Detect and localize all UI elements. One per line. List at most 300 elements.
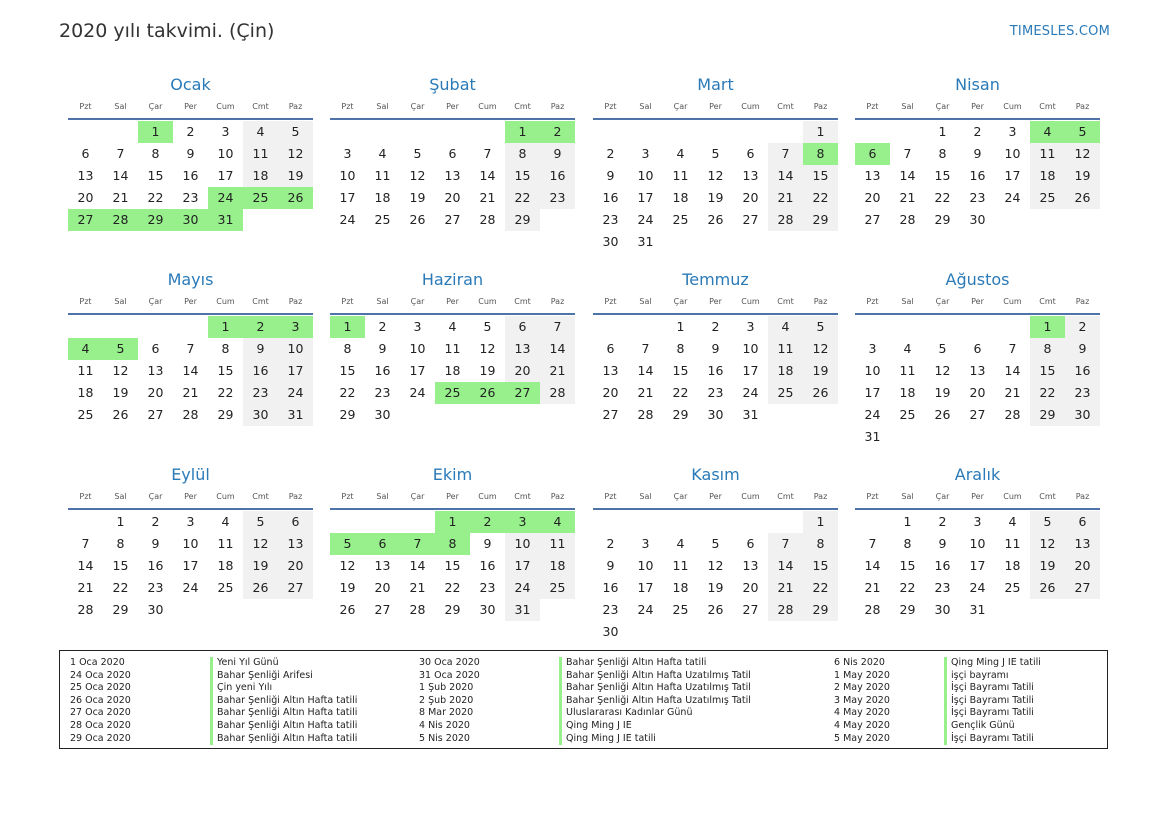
- month-title: Nisan: [955, 75, 1000, 94]
- empty-cell: [138, 316, 173, 338]
- day-cell: 16: [243, 360, 278, 382]
- day-cell: 4: [448, 319, 457, 334]
- site-link[interactable]: TIMESLES.COM: [1009, 24, 1110, 39]
- empty-cell: [698, 511, 733, 533]
- day-cell: 11: [243, 143, 278, 165]
- holiday-day-cell: 25: [243, 187, 278, 209]
- holiday-date: 1 Oca 2020: [70, 657, 125, 668]
- day-cell: 6: [448, 146, 457, 161]
- day-cell: 21: [768, 187, 803, 209]
- day-cell: 5: [483, 319, 492, 334]
- day-cell: 10: [278, 338, 313, 360]
- holiday-day-cell: 4: [540, 511, 575, 533]
- page-title: 2020 yılı takvimi. (Çin): [59, 20, 275, 42]
- weekday-label: Per: [446, 102, 459, 111]
- day-cell: 24: [969, 580, 986, 595]
- holiday-day-cell: 2: [243, 316, 278, 338]
- empty-cell: [628, 316, 663, 338]
- day-cell: 27: [864, 212, 881, 227]
- month-title: Temmuz: [682, 270, 749, 289]
- day-cell: 19: [243, 555, 278, 577]
- day-cell: 1: [803, 511, 838, 533]
- day-cell: 20: [444, 190, 461, 205]
- day-cell: 12: [479, 341, 496, 356]
- day-cell: 15: [112, 558, 129, 573]
- day-cell: 17: [409, 363, 426, 378]
- day-cell: 22: [147, 190, 164, 205]
- day-cell: 25: [672, 212, 689, 227]
- day-cell: 18: [217, 558, 234, 573]
- day-cell: 25: [1030, 187, 1065, 209]
- holiday-date: 3 May 2020: [834, 694, 890, 706]
- weekday-header: [593, 295, 838, 315]
- day-cell: 20: [278, 555, 313, 577]
- day-cell: 12: [934, 363, 951, 378]
- day-cell: 29: [1030, 404, 1065, 426]
- day-cell: 25: [540, 577, 575, 599]
- day-cell: 13: [969, 363, 986, 378]
- day-cell: 18: [77, 385, 94, 400]
- weekday-label: Cum: [741, 492, 760, 501]
- day-cell: 15: [217, 363, 234, 378]
- day-cell: 8: [116, 536, 125, 551]
- month-4: [855, 74, 1100, 231]
- day-cell: 10: [969, 536, 986, 551]
- month-6: [330, 269, 575, 426]
- day-cell: 8: [1030, 338, 1065, 360]
- weekday-label: Per: [446, 297, 459, 306]
- day-cell: 26: [934, 407, 951, 422]
- day-cell: 9: [973, 146, 982, 161]
- day-cell: 20: [1065, 555, 1100, 577]
- day-cell: 13: [1065, 533, 1100, 555]
- day-cell: 23: [540, 187, 575, 209]
- day-cell: 20: [505, 360, 540, 382]
- weekday-label: Paz: [550, 297, 565, 306]
- day-cell: 31: [864, 429, 881, 444]
- day-cell: 13: [602, 363, 619, 378]
- weekday-header: [855, 295, 1100, 315]
- weekday-label: Sal: [376, 297, 389, 306]
- day-cell: 16: [540, 165, 575, 187]
- holiday-date: 27 Oca 2020: [70, 707, 131, 719]
- weekday-label: Cum: [1003, 492, 1022, 501]
- empty-cell: [365, 121, 400, 143]
- weekday-label: Cum: [478, 492, 497, 501]
- day-cell: 24: [1004, 190, 1021, 205]
- day-cell: 25: [899, 407, 916, 422]
- day-cell: 9: [378, 341, 387, 356]
- holiday-name: Çin yeni Yılı: [210, 682, 272, 695]
- day-cell: 14: [864, 558, 881, 573]
- day-cell: 10: [637, 558, 654, 573]
- holiday-name: İşçi Bayramı Tatili: [944, 682, 1034, 695]
- day-cell: 25: [374, 212, 391, 227]
- month-title: Mart: [697, 75, 734, 94]
- weekday-label: Paz: [288, 492, 303, 501]
- month-10: [330, 464, 575, 621]
- empty-cell: [435, 121, 470, 143]
- month-9: [68, 464, 313, 621]
- month-title: Aralık: [954, 465, 1001, 484]
- day-cell: 5: [243, 511, 278, 533]
- day-cell: 13: [444, 168, 461, 183]
- holiday-day-cell: 26: [470, 382, 505, 404]
- holiday-date: 2 May 2020: [834, 682, 890, 694]
- day-grid: [593, 316, 838, 426]
- day-cell: 29: [803, 599, 838, 621]
- day-cell: 15: [505, 165, 540, 187]
- weekday-label: Pzt: [866, 297, 879, 306]
- holiday-day-cell: 27: [505, 382, 540, 404]
- day-cell: 7: [903, 146, 912, 161]
- holiday-date: 4 May 2020: [834, 719, 890, 731]
- holiday-name: Yeni Yıl Günü: [210, 657, 279, 670]
- day-cell: 13: [147, 363, 164, 378]
- empty-cell: [663, 511, 698, 533]
- day-cell: 22: [803, 187, 838, 209]
- day-cell: 3: [973, 514, 982, 529]
- holiday-day-cell: 4: [68, 338, 103, 360]
- empty-cell: [768, 511, 803, 533]
- empty-cell: [103, 316, 138, 338]
- day-cell: 12: [707, 168, 724, 183]
- empty-cell: [733, 511, 768, 533]
- day-cell: 12: [339, 558, 356, 573]
- day-cell: 27: [374, 602, 391, 617]
- day-cell: 17: [217, 168, 234, 183]
- day-cell: 30: [479, 602, 496, 617]
- day-cell: 18: [374, 190, 391, 205]
- day-cell: 14: [77, 558, 94, 573]
- month-7: [593, 269, 838, 426]
- day-cell: 10: [1004, 146, 1021, 161]
- day-cell: 22: [505, 187, 540, 209]
- day-cell: 18: [899, 385, 916, 400]
- day-cell: 29: [339, 407, 356, 422]
- weekday-label: Cmt: [252, 297, 269, 306]
- day-cell: 21: [899, 190, 916, 205]
- weekday-label: Sal: [376, 492, 389, 501]
- weekday-label: Paz: [813, 297, 828, 306]
- day-cell: 17: [182, 558, 199, 573]
- day-cell: 5: [711, 536, 720, 551]
- holiday-date: 30 Oca 2020: [419, 657, 480, 668]
- empty-cell: [400, 511, 435, 533]
- day-cell: 20: [742, 190, 759, 205]
- day-cell: 12: [803, 338, 838, 360]
- day-cell: 3: [641, 146, 650, 161]
- weekday-label: Sal: [901, 297, 914, 306]
- day-cell: 18: [243, 165, 278, 187]
- day-cell: 22: [672, 385, 689, 400]
- weekday-label: Sal: [639, 297, 652, 306]
- day-cell: 31: [278, 404, 313, 426]
- weekday-header: [855, 490, 1100, 510]
- day-cell: 6: [278, 511, 313, 533]
- holiday-day-cell: 1: [138, 121, 173, 143]
- weekday-label: Çar: [935, 297, 950, 306]
- day-cell: 19: [707, 190, 724, 205]
- weekday-label: Cmt: [777, 492, 794, 501]
- holiday-day-cell: 25: [435, 382, 470, 404]
- day-cell: 11: [1030, 143, 1065, 165]
- day-cell: 7: [116, 146, 125, 161]
- day-cell: 16: [1065, 360, 1100, 382]
- month-8: [855, 269, 1100, 448]
- weekday-label: Cum: [216, 297, 235, 306]
- empty-cell: [365, 511, 400, 533]
- day-grid: [855, 511, 1100, 621]
- weekday-label: Pzt: [604, 102, 617, 111]
- empty-cell: [593, 121, 628, 143]
- day-cell: 15: [147, 168, 164, 183]
- empty-cell: [855, 511, 890, 533]
- day-cell: 5: [711, 146, 720, 161]
- holiday-name: İşçi Bayramı Tatili: [944, 733, 1034, 746]
- day-cell: 7: [540, 316, 575, 338]
- day-cell: 2: [606, 146, 615, 161]
- day-cell: 11: [899, 363, 916, 378]
- day-cell: 10: [742, 341, 759, 356]
- weekday-label: Çar: [410, 492, 425, 501]
- day-cell: 7: [641, 341, 650, 356]
- holiday-day-cell: 8: [803, 143, 838, 165]
- day-cell: 14: [899, 168, 916, 183]
- day-cell: 14: [768, 555, 803, 577]
- weekday-label: Per: [709, 492, 722, 501]
- day-grid: [593, 121, 838, 253]
- day-cell: 20: [77, 190, 94, 205]
- holiday-name: İşçi Bayramı Tatili: [944, 707, 1034, 720]
- day-cell: 18: [1004, 558, 1021, 573]
- weekday-label: Sal: [114, 297, 127, 306]
- day-cell: 15: [672, 363, 689, 378]
- holiday-name: Uluslararası Kadınlar Günü: [559, 707, 692, 720]
- day-cell: 22: [803, 577, 838, 599]
- day-cell: 18: [540, 555, 575, 577]
- day-cell: 6: [606, 341, 615, 356]
- day-cell: 10: [864, 363, 881, 378]
- day-cell: 3: [186, 514, 195, 529]
- holiday-day-cell: 1: [435, 511, 470, 533]
- weekday-label: Paz: [1075, 297, 1090, 306]
- empty-cell: [400, 121, 435, 143]
- day-cell: 15: [1030, 360, 1065, 382]
- day-cell: 28: [768, 209, 803, 231]
- day-cell: 13: [505, 338, 540, 360]
- day-cell: 26: [339, 602, 356, 617]
- day-cell: 8: [676, 341, 685, 356]
- day-cell: 5: [938, 341, 947, 356]
- day-cell: 29: [112, 602, 129, 617]
- weekday-label: Çar: [148, 297, 163, 306]
- day-cell: 21: [768, 577, 803, 599]
- day-cell: 10: [217, 146, 234, 161]
- day-cell: 9: [151, 536, 160, 551]
- day-cell: 23: [602, 212, 619, 227]
- day-cell: 24: [637, 212, 654, 227]
- day-cell: 21: [112, 190, 129, 205]
- empty-cell: [663, 121, 698, 143]
- month-title: Ağustos: [945, 270, 1010, 289]
- day-cell: 13: [374, 558, 391, 573]
- month-11: [593, 464, 838, 643]
- day-cell: 26: [707, 602, 724, 617]
- day-cell: 19: [278, 165, 313, 187]
- day-cell: 22: [934, 190, 951, 205]
- month-title: Haziran: [421, 270, 484, 289]
- day-cell: 17: [339, 190, 356, 205]
- day-cell: 15: [444, 558, 461, 573]
- weekday-label: Cmt: [777, 297, 794, 306]
- day-cell: 21: [540, 360, 575, 382]
- empty-cell: [628, 511, 663, 533]
- day-cell: 23: [147, 580, 164, 595]
- holiday-day-cell: 1: [505, 121, 540, 143]
- empty-cell: [173, 316, 208, 338]
- day-cell: 20: [969, 385, 986, 400]
- holiday-name: İşçi Bayramı Tatili: [944, 695, 1034, 708]
- day-cell: 16: [182, 168, 199, 183]
- day-cell: 5: [1030, 511, 1065, 533]
- weekday-label: Pzt: [341, 102, 354, 111]
- day-cell: 29: [444, 602, 461, 617]
- day-cell: 17: [742, 363, 759, 378]
- day-cell: 1: [938, 124, 947, 139]
- day-cell: 24: [278, 382, 313, 404]
- day-cell: 29: [672, 407, 689, 422]
- day-cell: 9: [540, 143, 575, 165]
- holiday-day-cell: 5: [1065, 121, 1100, 143]
- day-cell: 11: [672, 558, 689, 573]
- day-cell: 4: [221, 514, 230, 529]
- day-cell: 3: [413, 319, 422, 334]
- weekday-label: Çar: [410, 297, 425, 306]
- empty-cell: [68, 121, 103, 143]
- day-cell: 29: [505, 209, 540, 231]
- empty-cell: [628, 121, 663, 143]
- day-cell: 19: [409, 190, 426, 205]
- holiday-name: Qing Ming J IE tatili: [559, 733, 656, 746]
- holiday-date: 6 Nis 2020: [834, 657, 885, 668]
- day-cell: 26: [1065, 187, 1100, 209]
- holiday-name: Bahar Şenliği Altın Hafta tatili: [210, 707, 357, 720]
- holiday-day-cell: 24: [208, 187, 243, 209]
- empty-cell: [593, 316, 628, 338]
- day-cell: 13: [278, 533, 313, 555]
- day-cell: 14: [479, 168, 496, 183]
- holiday-day-cell: 2: [470, 511, 505, 533]
- holiday-day-cell: 1: [208, 316, 243, 338]
- month-title: Ocak: [170, 75, 211, 94]
- day-cell: 13: [77, 168, 94, 183]
- day-cell: 30: [934, 602, 951, 617]
- day-cell: 19: [934, 385, 951, 400]
- day-cell: 5: [278, 121, 313, 143]
- weekday-label: Per: [709, 102, 722, 111]
- day-cell: 27: [969, 407, 986, 422]
- day-cell: 1: [116, 514, 125, 529]
- day-cell: 27: [742, 212, 759, 227]
- day-cell: 9: [606, 168, 615, 183]
- empty-cell: [960, 316, 995, 338]
- holiday-day-cell: 3: [278, 316, 313, 338]
- day-cell: 7: [768, 533, 803, 555]
- day-cell: 25: [672, 602, 689, 617]
- holiday-name: Bahar Şenliği Altın Hafta Uzatılmış Tatil: [559, 682, 751, 695]
- day-cell: 20: [147, 385, 164, 400]
- day-cell: 8: [803, 533, 838, 555]
- holiday-date: 31 Oca 2020: [419, 669, 480, 681]
- day-cell: 25: [768, 382, 803, 404]
- day-cell: 24: [637, 602, 654, 617]
- weekday-label: Paz: [813, 492, 828, 501]
- weekday-header: [68, 490, 313, 510]
- day-cell: 20: [864, 190, 881, 205]
- day-cell: 30: [707, 407, 724, 422]
- weekday-header: [855, 100, 1100, 120]
- weekday-label: Cmt: [514, 297, 531, 306]
- weekday-label: Çar: [673, 102, 688, 111]
- month-title: Kasım: [691, 465, 740, 484]
- day-cell: 26: [243, 577, 278, 599]
- day-cell: 23: [182, 190, 199, 205]
- day-cell: 28: [77, 602, 94, 617]
- holiday-day-cell: 1: [1030, 316, 1065, 338]
- empty-cell: [925, 316, 960, 338]
- day-cell: 29: [803, 209, 838, 231]
- day-cell: 11: [444, 341, 461, 356]
- weekday-label: Pzt: [866, 492, 879, 501]
- day-cell: 29: [217, 407, 234, 422]
- day-cell: 26: [112, 407, 129, 422]
- weekday-label: Cmt: [1039, 297, 1056, 306]
- day-cell: 19: [339, 580, 356, 595]
- day-cell: 8: [221, 341, 230, 356]
- empty-cell: [698, 121, 733, 143]
- weekday-label: Per: [184, 297, 197, 306]
- month-2: [330, 74, 575, 231]
- day-cell: 6: [151, 341, 160, 356]
- day-grid: [68, 121, 313, 231]
- day-cell: 22: [217, 385, 234, 400]
- weekday-label: Pzt: [604, 492, 617, 501]
- day-cell: 24: [742, 385, 759, 400]
- weekday-label: Paz: [550, 492, 565, 501]
- holiday-date: 28 Oca 2020: [70, 719, 131, 731]
- holiday-name: Bahar Şenliği Altın Hafta Uzatılmış Tatil: [559, 695, 751, 708]
- holiday-name: Qing Ming J IE tatili: [944, 657, 1041, 670]
- day-cell: 29: [934, 212, 951, 227]
- empty-cell: [855, 316, 890, 338]
- day-cell: 18: [444, 363, 461, 378]
- day-cell: 27: [742, 602, 759, 617]
- day-cell: 16: [374, 363, 391, 378]
- day-grid: [68, 316, 313, 426]
- weekday-label: Cmt: [514, 492, 531, 501]
- weekday-label: Per: [446, 492, 459, 501]
- day-cell: 3: [1008, 124, 1017, 139]
- empty-cell: [768, 121, 803, 143]
- day-cell: 21: [1004, 385, 1021, 400]
- weekday-header: [593, 490, 838, 510]
- day-cell: 2: [151, 514, 160, 529]
- weekday-label: Paz: [1075, 102, 1090, 111]
- day-cell: 11: [217, 536, 234, 551]
- day-cell: 9: [1065, 338, 1100, 360]
- empty-cell: [330, 121, 365, 143]
